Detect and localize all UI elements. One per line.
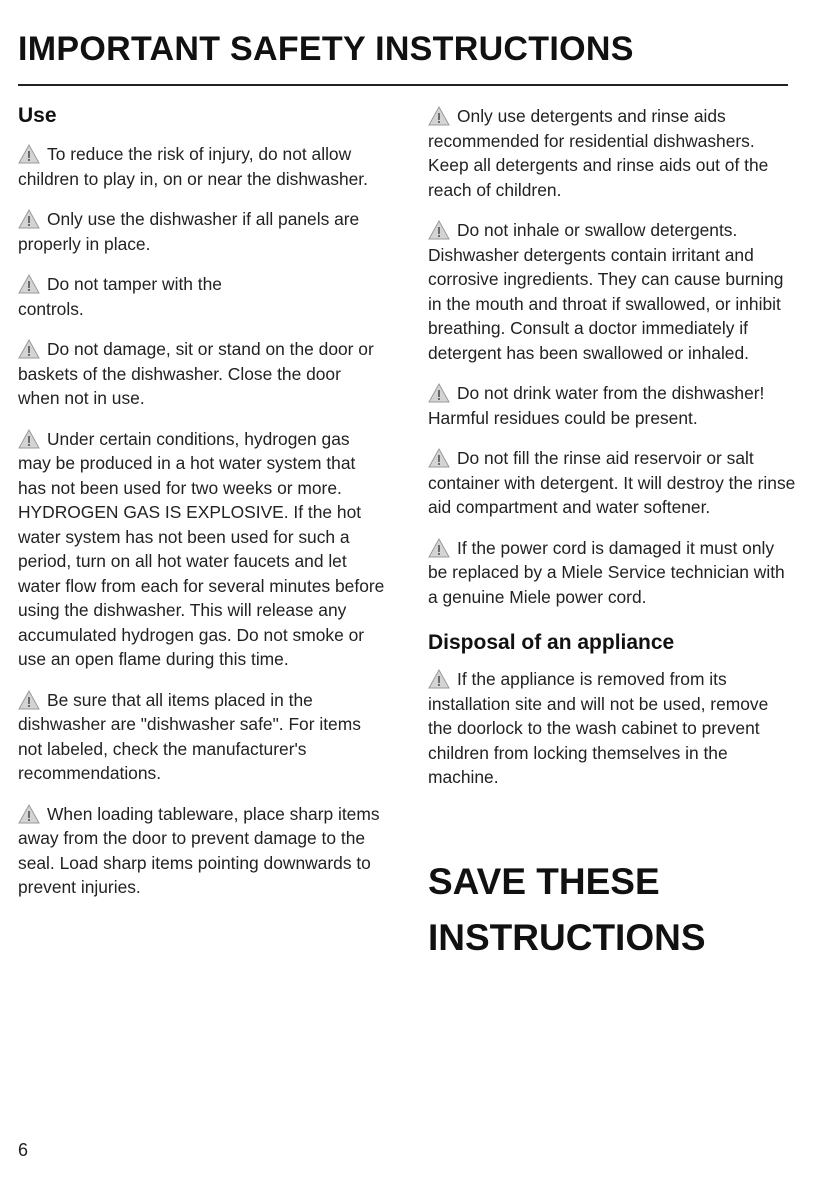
left-column: [18, 104, 386, 916]
use-item-3: [18, 272, 386, 321]
use-item-text: Do not drink water from the dishwasher! Harmful residues could be present.: [428, 383, 765, 428]
use-item-text: To reduce the risk of injury, do not allow children to play in, on or near the dishwasher.: [18, 144, 368, 189]
warning-icon: [18, 209, 40, 229]
use-item-text: Only use detergents and rinse aids recommended for residential dishwashers. Keep all detergents and rinse aids out of the reach of children.: [428, 106, 769, 200]
use-item-text: Be sure that all items placed in the dishwasher are "dishwasher safe". For items not labeled, check the manufacturer's recommendations.: [18, 689, 361, 783]
warning-icon: [428, 448, 450, 468]
use-item-12: [428, 536, 796, 610]
disposal-item-text: If the appliance is removed from its installation site and will not be used, remove the doorlock to the wash cabinet to prevent children from locking themselves in the machine.: [428, 669, 769, 787]
warning-icon: [18, 274, 40, 294]
use-item-text: Do not inhale or swallow detergents. Dishwasher detergents contain irritant and corrosive ingredients. They can cause burning in the mouth and throat if swallowed, or inhibit breathing. Consult a doctor immediately if detergent has been swallowed or inhaled.: [428, 220, 784, 363]
use-item-10: [428, 381, 796, 430]
save-instructions: [428, 854, 796, 966]
warning-icon: [428, 383, 450, 403]
use-item-text: Do not fill the rinse aid reservoir or salt container with detergent. It will destroy the rinse aid compartment and water softener.: [428, 448, 796, 517]
title-divider: [18, 84, 788, 86]
right-column: [428, 104, 796, 966]
use-item-text: Do not damage, sit or stand on the door or baskets of the dishwasher. Close the door when not in use.: [18, 339, 374, 408]
use-item-8: [428, 104, 796, 202]
use-item-4: [18, 337, 386, 411]
disposal-heading: Disposal of an appliance: [428, 631, 675, 654]
use-item-9: [428, 218, 796, 365]
warning-icon: [428, 220, 450, 240]
use-item-11: [428, 446, 796, 520]
warning-icon: [18, 690, 40, 710]
use-heading: Use: [18, 104, 57, 127]
warning-icon: [18, 429, 40, 449]
use-item-6: [18, 688, 386, 786]
use-item-text: When loading tableware, place sharp items away from the door to prevent damage to the seal. Load sharp items pointing downwards to prevent injuries.: [18, 803, 380, 897]
warning-icon: [428, 538, 450, 558]
use-item-text: Under certain conditions, hydrogen gas may be produced in a hot water system that has not been used for two weeks or more. HYDROGEN GAS IS EXPLOSIVE. If the hot water system has not been used for such a period, turn on all hot water faucets and let water flow from each for several minutes before using the dishwasher. This will release any accumulated hydrogen gas. Do not smoke or use an open flame during this time.: [18, 428, 385, 669]
use-item-1: [18, 142, 386, 191]
warning-icon: [18, 144, 40, 164]
page-number: 6: [18, 1140, 29, 1160]
warning-icon: [18, 804, 40, 824]
page-title: IMPORTANT SAFETY INSTRUCTIONS: [18, 30, 634, 68]
save-line-1: SAVE THESE: [428, 860, 660, 902]
warning-icon: [428, 106, 450, 126]
use-item-text: Only use the dishwasher if all panels are properly in place.: [18, 209, 360, 254]
use-item-2: [18, 207, 386, 256]
warning-icon: [428, 669, 450, 689]
use-item-text: Do not tamper with the controls.: [18, 274, 222, 319]
use-item-text: If the power cord is damaged it must only be replaced by a Miele Service technician with a genuine Miele power cord.: [428, 537, 785, 607]
use-item-5: [18, 427, 386, 672]
disposal-item-1: [428, 667, 796, 790]
use-item-7: [18, 802, 386, 900]
save-line-2: INSTRUCTIONS: [428, 916, 706, 958]
warning-icon: [18, 339, 40, 359]
